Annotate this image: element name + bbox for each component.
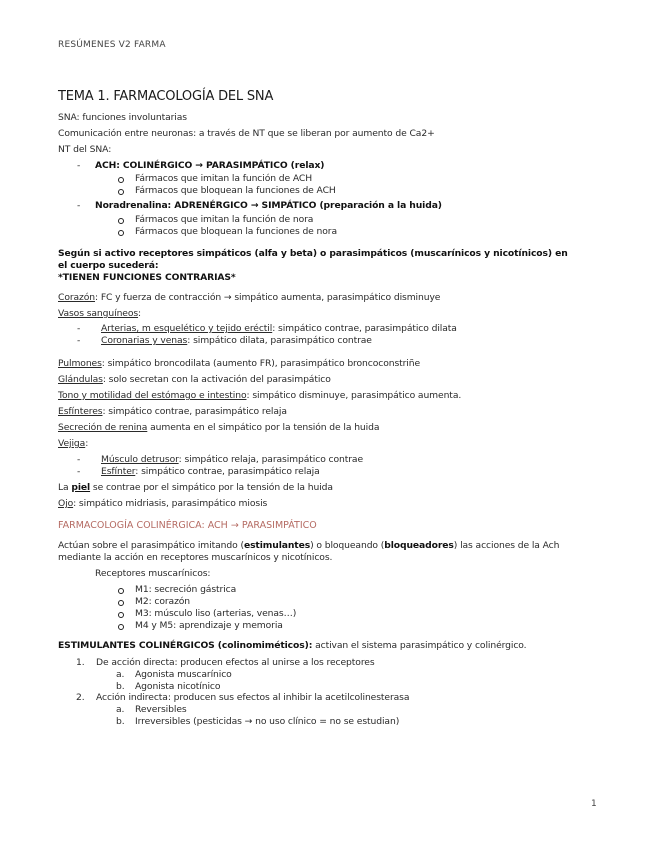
estimulantes-heading: ESTIMULANTES COLINÉRGICOS (colinomiméticos): xyxy=(58,640,313,651)
bullet-icon xyxy=(118,612,124,618)
estimulantes-heading-text: activan el sistema parasimpático y colinérgico. xyxy=(312,640,527,651)
vasos-line xyxy=(58,308,141,320)
ach-dash: - xyxy=(77,160,81,171)
pulmones-term: Pulmones xyxy=(58,358,102,369)
tono-term: Tono y motilidad del estómago e intestino xyxy=(58,390,247,401)
bullet-icon xyxy=(118,624,124,630)
colinergica-paragraph-line1 xyxy=(58,540,559,552)
estimulantes-subitem-text: Agonista nicotínico xyxy=(135,681,221,692)
esfinteres-line xyxy=(58,406,287,418)
estimulantes-subitem-text: Reversibles xyxy=(135,704,187,715)
vejiga-item-dash: - xyxy=(77,466,81,477)
ojo-text: : simpático midriasis, parasimpático miosis xyxy=(73,498,268,509)
section-heading-colinergica: FARMACOLOGÍA COLINÉRGICA: ACH → PARASIMPÁTICO xyxy=(58,520,317,531)
nora-item: Fármacos que imitan la función de nora xyxy=(135,214,314,225)
colinergica-p1-d: bloqueadores xyxy=(384,540,454,551)
receptores-label: Receptores muscarínicos: xyxy=(95,568,211,579)
vejiga-colon: : xyxy=(85,438,89,449)
bullet-icon xyxy=(118,588,124,594)
vejiga-item-text: : simpático contrae, parasimpático relaja xyxy=(135,466,320,477)
vasos-term: Vasos sanguíneos xyxy=(58,308,139,319)
ach-item: Fármacos que bloquean la funciones de ACH xyxy=(135,185,336,196)
vejiga-item xyxy=(77,454,363,466)
glandulas-term: Glándulas xyxy=(58,374,103,385)
estimulantes-subitem-letter: b. xyxy=(116,681,125,692)
vejiga-item-dash: - xyxy=(77,454,81,465)
intro-comunicacion: Comunicación entre neuronas: a través de NT que se liberan por aumento de Ca2+ xyxy=(58,128,435,139)
bullet-icon xyxy=(118,230,124,236)
piel-term: piel xyxy=(71,482,91,493)
colinergica-p1-c: ) o bloqueando ( xyxy=(310,540,385,551)
estimulantes-item-num: 1. xyxy=(76,657,85,668)
page-title: TEMA 1. FARMACOLOGÍA DEL SNA xyxy=(58,89,274,104)
esfinteres-term: Esfínteres xyxy=(58,406,103,417)
tono-line xyxy=(58,390,461,402)
vejiga-item-term: Esfínter xyxy=(101,466,136,477)
vasos-item-term: Coronarias y venas xyxy=(101,335,188,346)
corazon-line xyxy=(58,292,440,304)
corazon-term: Corazón xyxy=(58,292,96,303)
vasos-colon: : xyxy=(138,308,142,319)
colinergica-p1-b: estimulantes xyxy=(243,540,311,551)
intro-nt: NT del SNA: xyxy=(58,144,112,155)
estimulantes-item-text: De acción directa: producen efectos al unirse a los receptores xyxy=(96,657,375,668)
vasos-item-term: Arterias, m esquelético y tejido eréctil xyxy=(101,323,273,334)
vejiga-item-term: Músculo detrusor xyxy=(101,454,179,465)
esfinteres-text: : simpático contrae, parasimpático relaja xyxy=(102,406,287,417)
estimulantes-subitem-text: Agonista muscarínico xyxy=(135,669,232,680)
bullet-icon xyxy=(118,177,124,183)
estimulantes-subitem-letter: a. xyxy=(116,704,125,715)
receptor-item: M1: secreción gástrica xyxy=(135,584,237,595)
colinergica-p1-e: ) las acciones de la Ach xyxy=(453,540,560,551)
tono-text: : simpático disminuye, parasimpático aumenta. xyxy=(246,390,462,401)
estimulantes-subitem-letter: b. xyxy=(116,716,125,727)
intro-sna: SNA: funciones involuntarias xyxy=(58,112,187,123)
vasos-item xyxy=(77,335,372,347)
vasos-item-dash: - xyxy=(77,323,81,334)
receptores-intro-line1: Según si activo receptores simpáticos (alfa y beta) o parasimpáticos (muscarínicos y nicotínicos) en xyxy=(58,248,568,259)
vejiga-term: Vejiga xyxy=(58,438,86,449)
receptores-intro-line2: el cuerpo sucederá: xyxy=(58,260,159,271)
estimulantes-item-num: 2. xyxy=(76,692,85,703)
bullet-icon xyxy=(118,189,124,195)
estimulantes-subitem-text: Irreversibles (pesticidas → no uso clínico = no se estudian) xyxy=(135,716,400,727)
pulmones-text: : simpático broncodilata (aumento FR), parasimpático broncoconstriñe xyxy=(101,358,421,369)
vasos-item-text: : simpático dilata, parasimpático contrae xyxy=(187,335,372,346)
corazon-text: : FC y fuerza de contracción → simpático aumenta, parasimpático disminuye xyxy=(95,292,441,303)
glandulas-text: : solo secretan con la activación del parasimpático xyxy=(102,374,331,385)
vejiga-item-text: : simpático relaja, parasimpático contrae xyxy=(178,454,363,465)
page-number: 1 xyxy=(591,799,597,809)
receptores-intro-line3: *TIENEN FUNCIONES CONTRARIAS* xyxy=(58,272,236,283)
estimulantes-subitem-letter: a. xyxy=(116,669,125,680)
vasos-item xyxy=(77,323,457,335)
bullet-icon xyxy=(118,600,124,606)
piel-line xyxy=(58,482,333,494)
estimulantes-heading-line xyxy=(58,640,526,652)
vasos-item-dash: - xyxy=(77,335,81,346)
estimulantes-item-text: Acción indirecta: producen sus efectos al inhibir la acetilcolinesterasa xyxy=(96,692,410,703)
pulmones-line xyxy=(58,358,420,370)
renina-text: aumenta en el simpático por la tensión de la huida xyxy=(147,422,380,433)
receptor-item: M3: músculo liso (arterias, venas…) xyxy=(135,608,297,619)
piel-pre: La xyxy=(58,482,72,493)
renina-term: Secreción de renina xyxy=(58,422,148,433)
colinergica-paragraph-line2: mediante la acción en receptores muscarínicos y nicotínicos. xyxy=(58,552,333,563)
ojo-line xyxy=(58,498,267,510)
page-header: RESÚMENES V2 FARMA xyxy=(58,40,166,50)
ach-item: Fármacos que imitan la función de ACH xyxy=(135,173,313,184)
glandulas-line xyxy=(58,374,331,386)
ojo-term: Ojo xyxy=(58,498,74,509)
ach-label: ACH: COLINÉRGICO → PARASIMPÁTICO (relax) xyxy=(95,160,325,171)
colinergica-p1-a: Actúan sobre el parasimpático imitando ( xyxy=(58,540,244,551)
receptor-item: M4 y M5: aprendizaje y memoria xyxy=(135,620,283,631)
vejiga-line xyxy=(58,438,88,450)
receptor-item: M2: corazón xyxy=(135,596,191,607)
renina-line xyxy=(58,422,379,434)
piel-text: se contrae por el simpático por la tensión de la huida xyxy=(90,482,333,493)
bullet-icon xyxy=(118,218,124,224)
vejiga-item xyxy=(77,466,320,478)
nora-dash: - xyxy=(77,200,81,211)
vasos-item-text: : simpático contrae, parasimpático dilata xyxy=(272,323,457,334)
nora-label: Noradrenalina: ADRENÉRGICO → SIMPÁTICO (preparación a la huida) xyxy=(95,200,442,211)
nora-item: Fármacos que bloquean la funciones de nora xyxy=(135,226,338,237)
